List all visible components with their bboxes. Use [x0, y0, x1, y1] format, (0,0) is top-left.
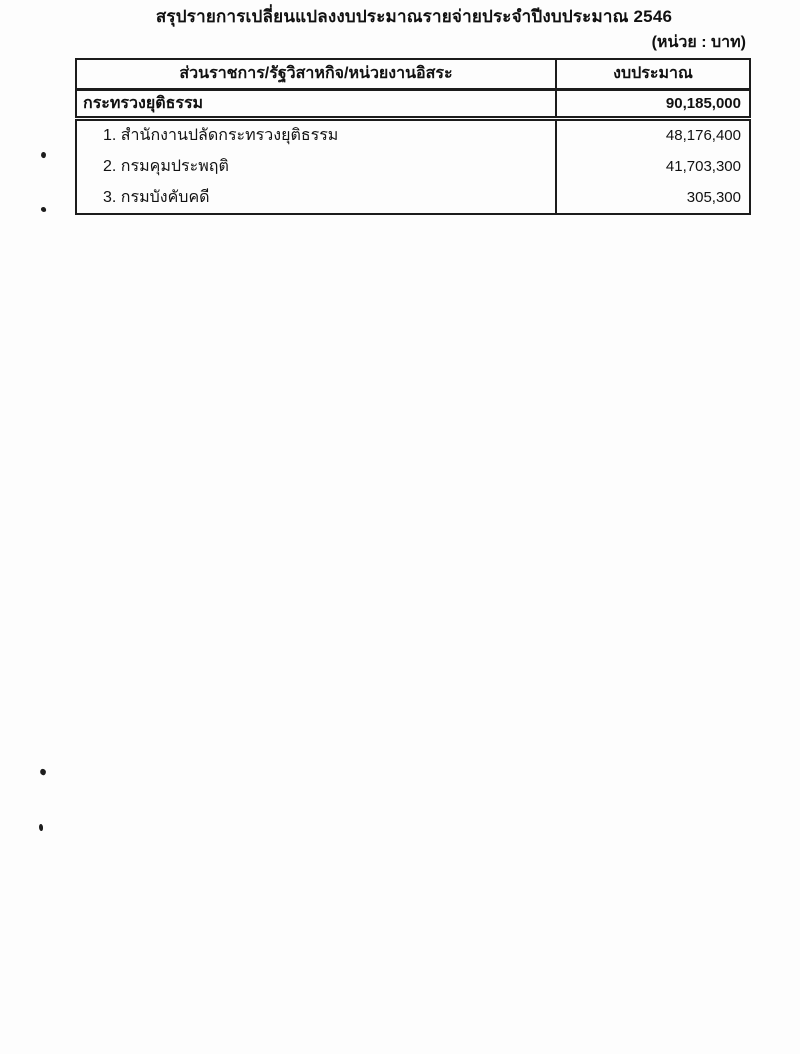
table-row: [76, 182, 750, 214]
amount-cell: 305,300: [556, 182, 750, 214]
table-header-row: [76, 59, 750, 89]
table-row: [76, 150, 750, 182]
table-row: [76, 118, 750, 150]
amount-cell: 41,703,300: [556, 150, 750, 182]
column-header-agency: ส่วนราชการ/รัฐวิสาหกิจ/หน่วยงานอิสระ: [76, 59, 556, 89]
scan-speck: [39, 768, 47, 776]
agency-cell: 2. กรมคุมประพฤติ: [103, 157, 229, 175]
agency-cell: กระทรวงยุติธรรม: [76, 89, 556, 118]
agency-cell: 3. กรมบังคับคดี: [103, 189, 210, 206]
unit-note: (หน่วย : บาท): [651, 34, 746, 51]
scan-speck: [41, 207, 47, 213]
scan-speck: [39, 824, 43, 831]
table-row-ministry: [76, 89, 750, 118]
document-title: สรุปรายการเปลี่ยนแปลงงบประมาณรายจ่ายประจำปีงบประมาณ 2546: [155, 7, 673, 26]
scan-speck: [40, 151, 46, 158]
budget-table: [75, 58, 751, 215]
agency-cell: 1. สำนักงานปลัดกระทรวงยุติธรรม: [103, 126, 339, 144]
column-header-budget: งบประมาณ: [556, 59, 750, 89]
amount-cell: 48,176,400: [556, 118, 750, 150]
amount-cell: 90,185,000: [556, 89, 750, 118]
